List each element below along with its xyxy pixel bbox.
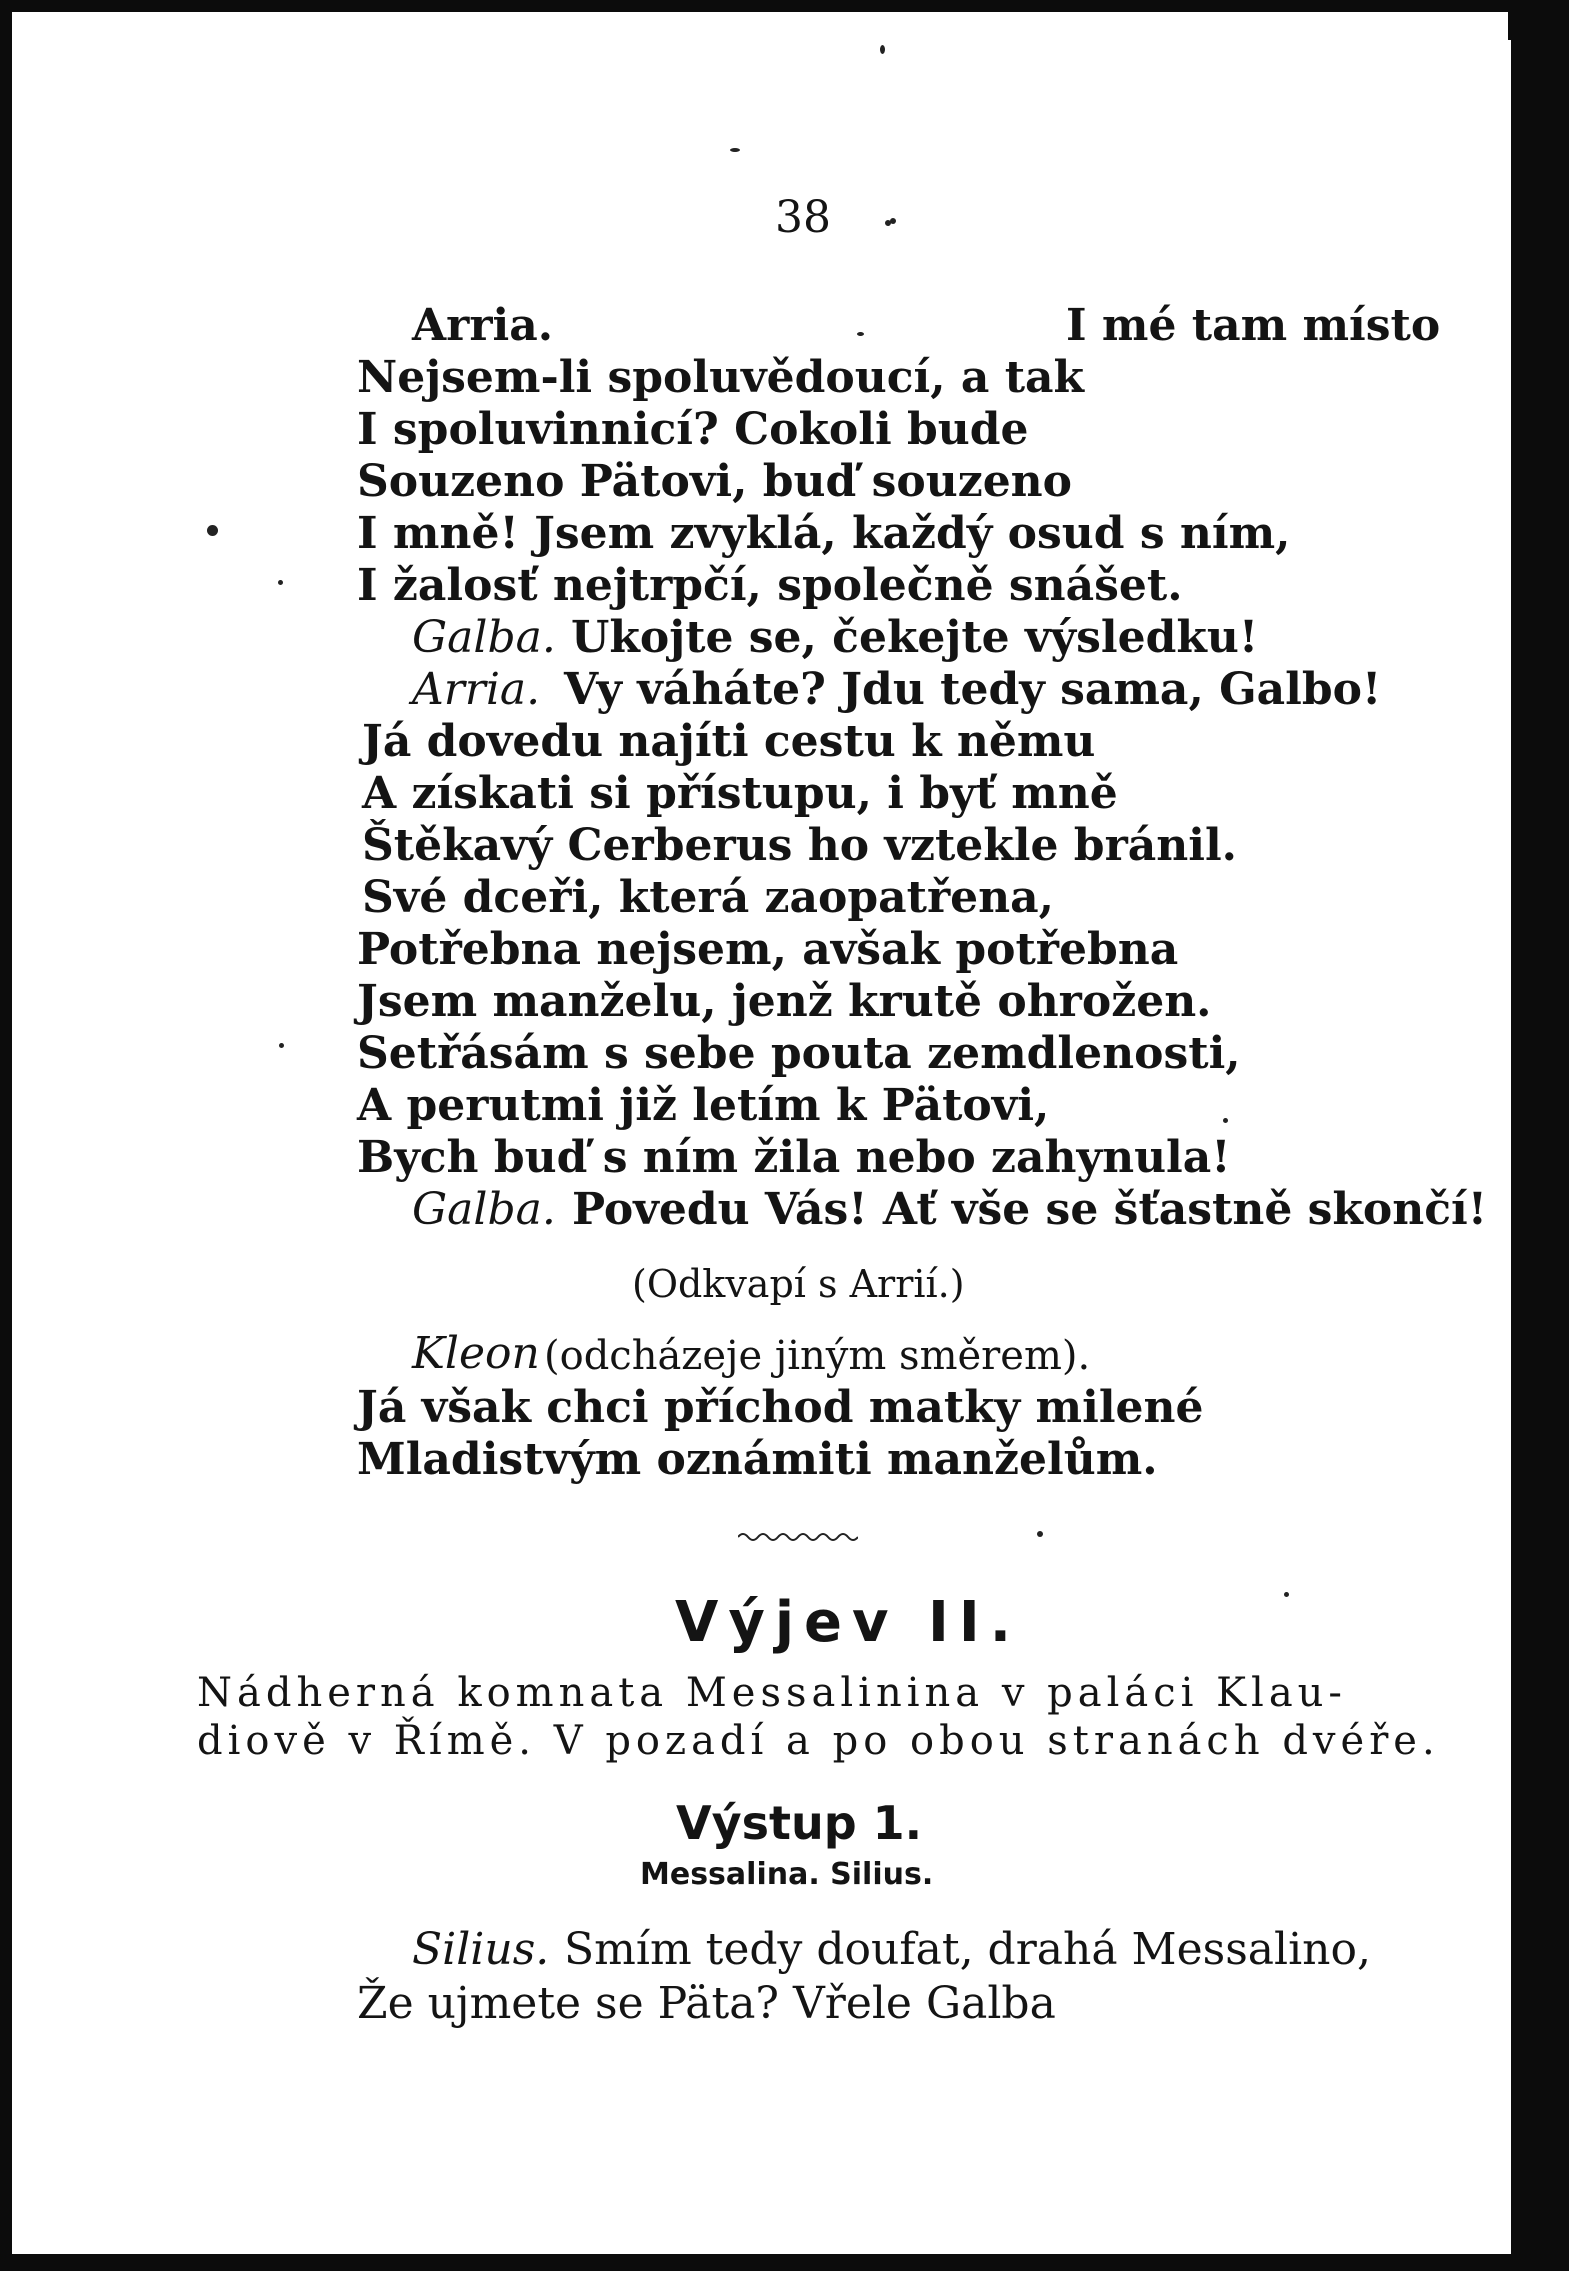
verse-line: Já však chci příchod matky milené xyxy=(357,1382,1204,1433)
print-speck xyxy=(730,148,740,152)
speaker-label: Arria. xyxy=(412,664,541,715)
verse-line: Bych buď s ním žila nebo zahynula! xyxy=(357,1132,1231,1183)
speaker-label: Arria. xyxy=(412,300,554,351)
print-speck xyxy=(279,1043,284,1048)
print-speck xyxy=(1037,1531,1043,1537)
stage-direction: (odcházeje jiným směrem). xyxy=(544,1333,1091,1379)
speaker-label: Galba. xyxy=(412,1184,556,1235)
print-speck xyxy=(880,45,885,54)
verse-line: A získati si přístupu, i byť mně xyxy=(362,768,1118,819)
verse-line: I mé tam místo xyxy=(1066,300,1441,351)
scan-border-top xyxy=(0,0,1569,12)
print-speck xyxy=(1223,1118,1228,1123)
page-number-dot xyxy=(885,220,891,226)
verse-line: Setřásám s sebe pouta zemdlenosti, xyxy=(357,1028,1241,1079)
verse-line: Smím tedy doufat, drahá Messalino, xyxy=(564,1924,1371,1975)
verse-line: A perutmi již letím k Pätovi, xyxy=(357,1080,1050,1131)
speaker-label: Kleon xyxy=(412,1328,540,1379)
scan-gutter xyxy=(1503,40,1511,2271)
ornament-divider xyxy=(738,1529,858,1543)
verse-line: I žalosť nejtrpčí, společně snášet. xyxy=(357,560,1183,611)
verse-line: Své dceři, která zaopatřena, xyxy=(362,872,1054,923)
scene-title: Výjev II. xyxy=(675,1590,1021,1655)
cast-list: Messalina. Silius. xyxy=(640,1857,934,1892)
stage-direction: (Odkvapí s Arrií.) xyxy=(632,1262,965,1306)
verse-line: I spoluvinnicí? Cokoli bude xyxy=(357,404,1029,455)
scene-setting-line: Nádherná komnata Messalinina v paláci Klau- xyxy=(197,1670,1347,1716)
verse-line: Štěkavý Cerberus ho vztekle bránil. xyxy=(362,820,1237,871)
print-speck xyxy=(857,332,864,336)
verse-line: I mně! Jsem zvyklá, každý osud s ním, xyxy=(357,508,1291,559)
verse-line: Vy váháte? Jdu tedy sama, Galbo! xyxy=(564,664,1382,715)
verse-line: Nejsem-li spoluvědoucí, a tak xyxy=(357,352,1085,403)
print-speck xyxy=(278,580,283,585)
verse-line: Jsem manželu, jenž krutě ohrožen. xyxy=(357,976,1212,1027)
verse-line: Že ujmete se Päta? Vřele Galba xyxy=(357,1978,1056,2029)
verse-line: Já dovedu najíti cestu k němu xyxy=(362,716,1096,767)
scan-border-bottom xyxy=(0,2254,1569,2271)
scene-setting-line: diově v Římě. V pozadí a po obou stranách dvéře. xyxy=(197,1718,1440,1764)
entry-title: Výstup 1. xyxy=(676,1796,923,1850)
speaker-label: Silius. xyxy=(412,1924,550,1975)
speaker-label: Galba. xyxy=(412,612,556,663)
print-speck xyxy=(1284,1592,1289,1597)
verse-line: Mladistvým oznámiti manželům. xyxy=(357,1434,1158,1485)
verse-line: Povedu Vás! Ať vše se šťastně skončí! xyxy=(572,1184,1488,1235)
verse-line: Potřebna nejsem, avšak potřebna xyxy=(357,924,1179,975)
scan-border-left xyxy=(0,0,12,2271)
print-speck xyxy=(207,525,218,536)
verse-line: Souzeno Pätovi, buď souzeno xyxy=(357,456,1073,507)
verse-line: Ukojte se, čekejte výsledku! xyxy=(571,612,1259,663)
page-number: 38 xyxy=(775,192,831,243)
scan-border-right xyxy=(1508,0,1569,2271)
